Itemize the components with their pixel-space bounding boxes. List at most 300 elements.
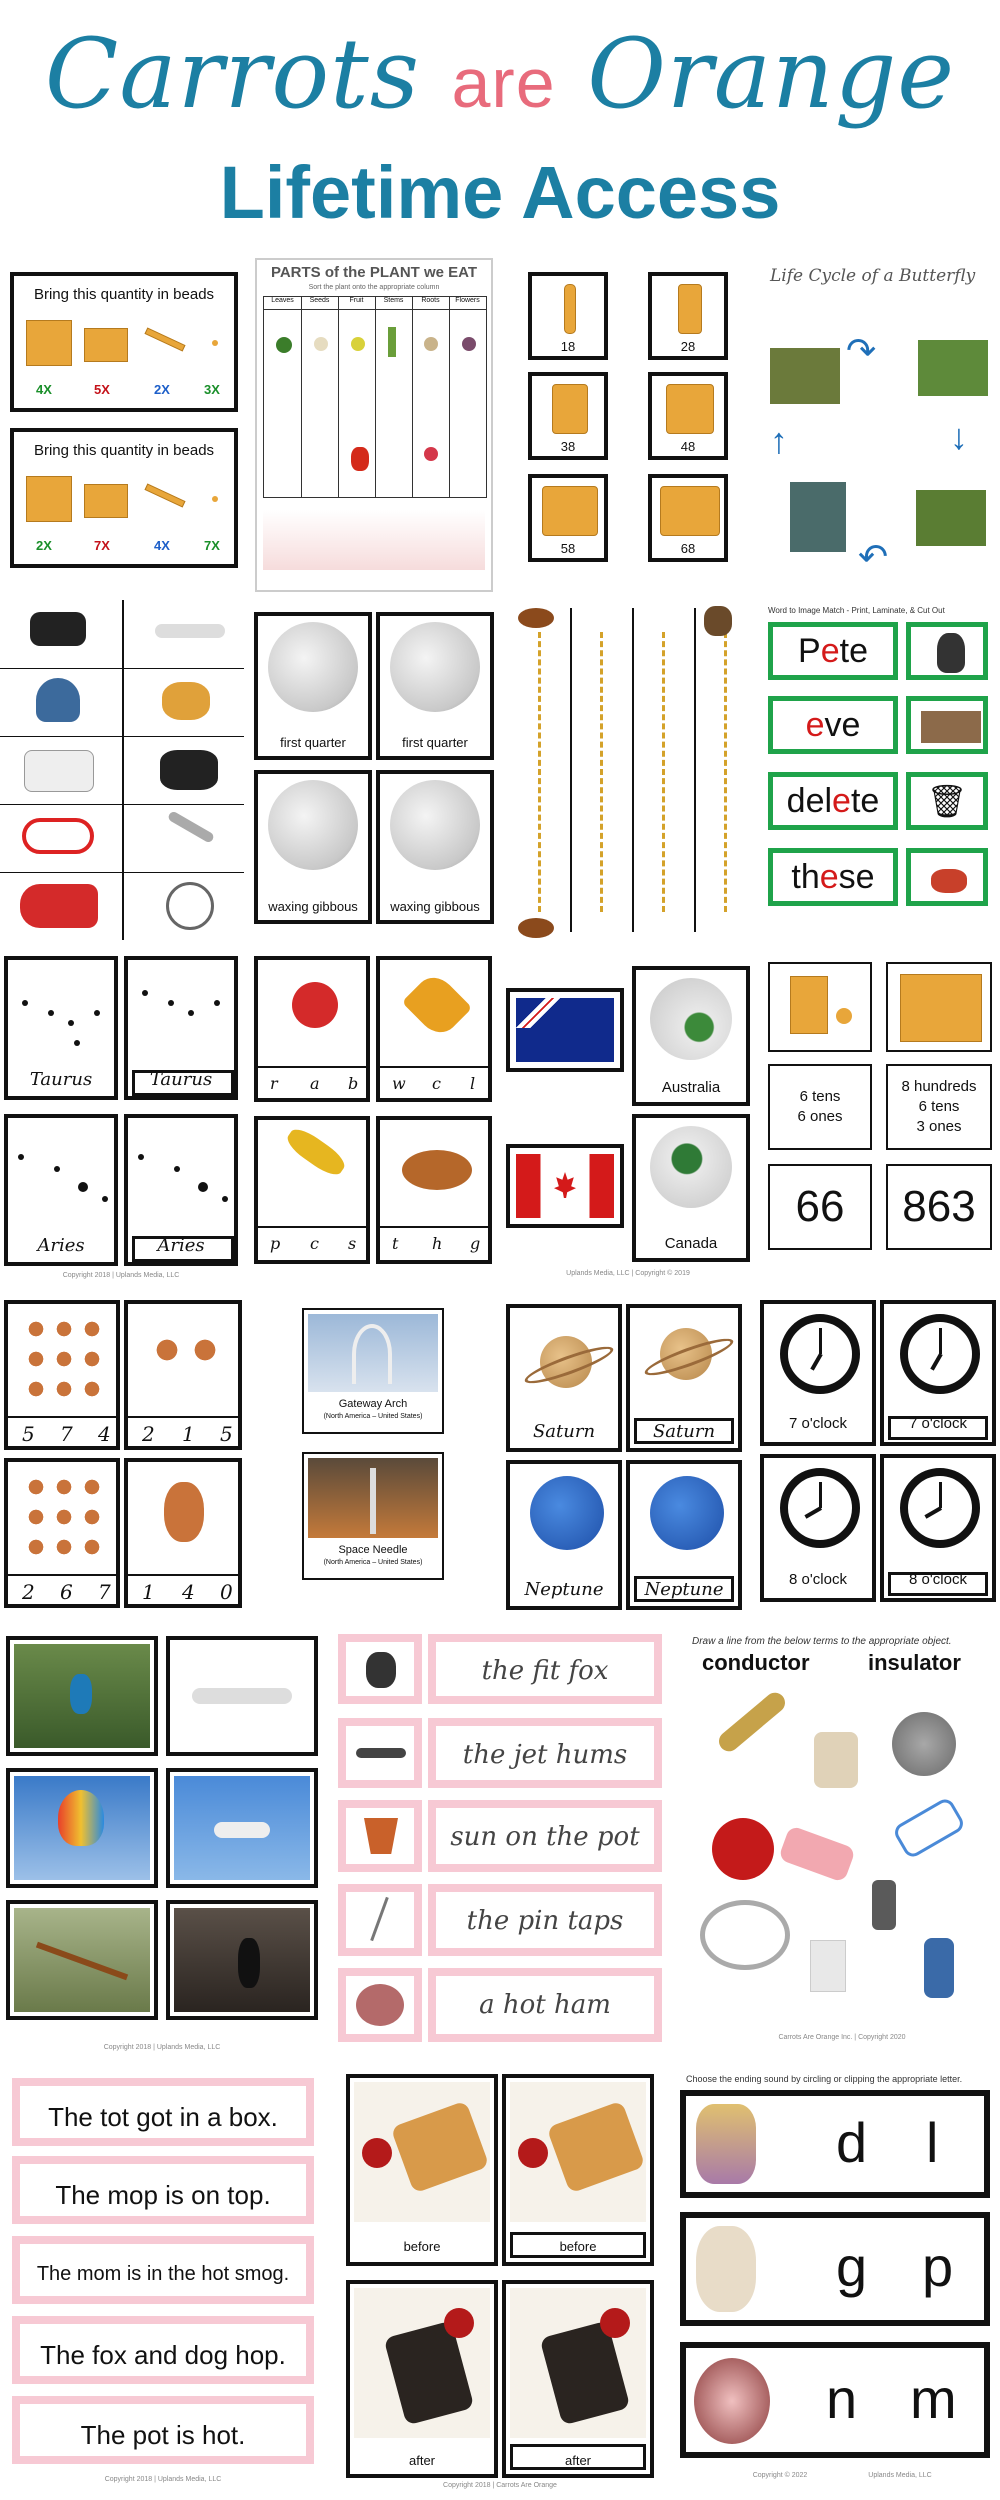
arrow-icon: ↷ xyxy=(846,330,877,371)
star-icon xyxy=(222,1196,228,1202)
moon-card xyxy=(254,612,372,760)
letter-option[interactable]: g xyxy=(836,2235,868,2298)
sentence-text: The fox and dog hop. xyxy=(40,2340,286,2370)
shuttle-icon xyxy=(155,624,225,638)
clock-card xyxy=(880,1454,996,1602)
asparagus-icon xyxy=(388,327,396,357)
root-icon xyxy=(424,337,438,351)
key-icon xyxy=(715,1689,789,1756)
bead-number-card xyxy=(528,372,608,460)
word-part: del xyxy=(786,782,833,820)
sentence-text: The mop is on top. xyxy=(55,2180,271,2210)
gloves-icon xyxy=(160,750,218,790)
bead-number: 48 xyxy=(680,439,696,454)
photo-card xyxy=(166,1636,318,1756)
dragonfly-icon xyxy=(36,1942,128,1980)
constellation-label: Aries xyxy=(157,1235,205,1256)
hour-hand xyxy=(924,1506,942,1518)
col-leaves: Leaves xyxy=(264,297,302,497)
ending-sound-card xyxy=(680,2342,990,2458)
bead-number-card xyxy=(648,372,728,460)
qty-label: 3X xyxy=(204,382,220,397)
digit: 4 xyxy=(98,1422,111,1446)
divider xyxy=(632,608,634,932)
letter: a xyxy=(310,1074,320,1093)
before-label: before xyxy=(559,2239,597,2254)
insulator-heading: insulator xyxy=(868,1650,961,1675)
digit: 1 xyxy=(142,1580,155,1604)
after-label: after xyxy=(564,2453,591,2468)
qty-label: 7X xyxy=(94,538,110,553)
divider xyxy=(258,1066,366,1068)
moon-icon xyxy=(390,780,480,870)
qty-label: 2X xyxy=(154,382,170,397)
star-icon xyxy=(142,990,148,996)
bottle-icon xyxy=(924,1938,954,1998)
sentence-card xyxy=(12,2078,314,2146)
bead-bar xyxy=(666,384,714,434)
qty-label: 4X xyxy=(154,538,170,553)
phrase-card xyxy=(428,1718,662,1788)
phrase-text: a hot ham xyxy=(479,1990,611,2020)
trace-path xyxy=(662,632,665,912)
pot-icon xyxy=(364,1818,398,1854)
needle-icon xyxy=(370,1468,376,1534)
apple-icon xyxy=(600,2308,630,2338)
clock-card xyxy=(760,1454,876,1602)
constellation-card xyxy=(124,956,238,1100)
globe-icon xyxy=(650,1126,732,1208)
landmark-location: (North America – United States) xyxy=(323,1413,423,1420)
kingfisher-photo xyxy=(14,1644,150,1748)
pin-icon xyxy=(370,1897,389,1941)
qty-label: 7X xyxy=(204,538,220,553)
moon-label: waxing gibbous xyxy=(268,899,358,914)
logo-word-carrots: Carrots xyxy=(44,18,420,130)
arch-icon xyxy=(352,1324,392,1384)
phrase-picture-card xyxy=(338,1634,422,1704)
plant-sheet-title: PARTS of the PLANT we EAT xyxy=(270,264,478,281)
divider xyxy=(258,1226,366,1228)
divider xyxy=(694,608,696,932)
hat-icon xyxy=(36,678,80,722)
bird-icon xyxy=(70,1674,92,1714)
ending-sound-card xyxy=(680,2090,990,2198)
chrysalis-photo xyxy=(790,482,846,552)
phrase-text: the jet hums xyxy=(462,1740,628,1770)
clock-label: 7 o'clock xyxy=(909,1415,967,1432)
divider xyxy=(0,736,244,737)
pilgrim-icon xyxy=(704,606,732,636)
place-value-text-card xyxy=(768,1064,872,1150)
bead-card-title: Bring this quantity in beads xyxy=(33,286,215,303)
moon-label: first quarter xyxy=(280,735,346,750)
caterpillar-photo xyxy=(916,490,986,546)
letter: b xyxy=(348,1074,359,1093)
owl-count-card xyxy=(124,1300,242,1450)
col-flowers: Flowers xyxy=(455,297,480,304)
vowel: e xyxy=(820,632,840,670)
letter: c xyxy=(432,1074,441,1093)
wig-photo xyxy=(696,2226,756,2312)
hand-apple-icon xyxy=(931,869,967,893)
sentence-text: The pot is hot. xyxy=(80,2420,246,2450)
planet-card xyxy=(626,1460,742,1610)
after-label: after xyxy=(408,2453,435,2468)
divider xyxy=(8,1574,116,1576)
bead-number: 58 xyxy=(560,541,576,556)
planet-card xyxy=(506,1460,622,1610)
constellation-label: Aries xyxy=(37,1235,85,1256)
planet-label: Neptune xyxy=(644,1579,724,1600)
letter-option[interactable]: m xyxy=(910,2367,957,2430)
thousand-cube xyxy=(26,476,72,522)
col-roots: Roots xyxy=(412,297,450,497)
star-icon xyxy=(188,1010,194,1016)
flower-border xyxy=(263,510,485,570)
spoon-icon xyxy=(167,810,215,844)
country-card xyxy=(632,966,750,1106)
instructions: Draw a line from the below terms to the appropriate object. xyxy=(692,1636,952,1647)
rings-icon xyxy=(700,1900,790,1970)
photo-card xyxy=(166,1900,318,2020)
place-value-card xyxy=(768,962,872,1052)
seed-icon xyxy=(314,337,328,351)
dragonfly-photo xyxy=(14,1908,150,2012)
star-icon xyxy=(138,1154,144,1160)
butterfly-title: Life Cycle of a Butterfly xyxy=(770,266,976,286)
digit: 4 xyxy=(182,1580,195,1604)
digit: 5 xyxy=(22,1422,35,1446)
arrow-icon: ↓ xyxy=(950,416,968,457)
watering-can-icon xyxy=(20,884,98,928)
star-icon xyxy=(22,1000,28,1006)
skate-icon xyxy=(24,750,94,792)
constellation-card xyxy=(4,956,118,1100)
letter-card xyxy=(376,1116,492,1264)
flag-card xyxy=(506,988,624,1072)
word-part: te xyxy=(850,782,880,820)
bead-bar xyxy=(678,284,702,334)
place-text: 3 ones xyxy=(916,1118,962,1135)
basket-photo xyxy=(510,2288,646,2438)
word-part: th xyxy=(791,858,820,896)
minute-hand xyxy=(819,1482,822,1508)
digit: 0 xyxy=(220,1580,233,1604)
minute-hand xyxy=(939,1482,942,1508)
letter: r xyxy=(270,1074,278,1093)
apple-icon xyxy=(518,2138,548,2168)
bead-bar xyxy=(660,486,720,536)
col-fruit: Fruit xyxy=(338,297,376,497)
trace-path xyxy=(600,632,603,912)
jet-icon xyxy=(356,1748,406,1758)
leaf-icon xyxy=(402,970,473,1041)
picture-card xyxy=(906,772,988,830)
goggles-icon xyxy=(22,818,94,854)
divider xyxy=(0,804,244,805)
plant-sheet-subtitle: Sort the plant onto the appropriate column xyxy=(308,284,440,291)
constellation-card xyxy=(124,1114,238,1266)
lettuce-icon xyxy=(276,337,292,353)
star-icon xyxy=(214,1000,220,1006)
before-after-card xyxy=(346,2280,498,2478)
table-header-line xyxy=(264,309,486,310)
place-value-card xyxy=(886,962,992,1052)
bead-number: 18 xyxy=(560,339,576,354)
copyright: Copyright 2018 | Uplands Media, LLC xyxy=(62,1272,180,1279)
star-icon xyxy=(198,1182,208,1192)
col-seeds: Seeds xyxy=(301,297,339,497)
divider xyxy=(128,1416,238,1418)
button-icon xyxy=(712,1818,774,1880)
divider xyxy=(570,608,572,932)
digit: 2 xyxy=(22,1580,35,1604)
moon-icon xyxy=(268,780,358,870)
copyright: Uplands Media, LLC xyxy=(868,2472,932,2479)
radish-icon xyxy=(424,447,438,461)
photo-card xyxy=(6,1768,158,1888)
cork-icon xyxy=(814,1732,858,1788)
word-part: P xyxy=(798,632,821,670)
clock-card xyxy=(760,1300,876,1446)
butterfly-photo xyxy=(770,348,840,404)
photo-card xyxy=(6,1900,158,2020)
letter-option[interactable]: l xyxy=(926,2111,939,2174)
apple-icon xyxy=(292,982,338,1028)
australia-flag-icon xyxy=(516,998,614,1062)
phrase-text: the pin taps xyxy=(466,1906,624,1936)
qty-label: 2X xyxy=(36,538,52,553)
arrow-icon: ↶ xyxy=(858,536,889,577)
constellation-label: Taurus xyxy=(149,1069,213,1090)
hundred-square xyxy=(84,328,128,362)
helicopter-icon xyxy=(214,1822,270,1838)
digit: 7 xyxy=(98,1580,111,1604)
phrase-text: the fit fox xyxy=(481,1656,609,1686)
airplane-photo xyxy=(174,1644,310,1748)
bead-bar xyxy=(564,284,576,334)
object-grid xyxy=(0,600,244,940)
place-text: 6 tens xyxy=(918,1098,960,1115)
copyright: Copyright 2018 | Carrots Are Orange xyxy=(443,2482,557,2489)
picture-card xyxy=(906,622,988,680)
star-icon xyxy=(54,1166,60,1172)
paperclip-icon xyxy=(891,1796,966,1860)
planet-label: Saturn xyxy=(652,1421,716,1442)
letter: g xyxy=(470,1234,481,1253)
constellation-card xyxy=(4,1114,118,1266)
bead-number: 38 xyxy=(560,439,576,454)
ham-photo xyxy=(694,2358,770,2444)
trash-icon: 🗑 xyxy=(926,783,968,819)
phrase-card xyxy=(428,1884,662,1956)
digit: 2 xyxy=(142,1422,155,1446)
page-subtitle: Lifetime Access xyxy=(219,151,781,234)
bread-icon xyxy=(390,2100,489,2193)
phrase-card xyxy=(428,1968,662,2042)
landmark-card xyxy=(302,1452,444,1580)
clock-label: 8 o'clock xyxy=(909,1571,967,1588)
sentence-text: The tot got in a box. xyxy=(48,2102,278,2132)
landmark-name: Space Needle xyxy=(338,1544,408,1556)
letter-card xyxy=(376,956,492,1102)
photo-card xyxy=(6,1636,158,1756)
balloon-icon xyxy=(58,1790,104,1846)
minute-hand xyxy=(819,1328,822,1354)
sentence-card xyxy=(12,2316,314,2384)
unit-bead xyxy=(212,496,218,502)
divider xyxy=(8,1416,116,1418)
star-icon xyxy=(18,1154,24,1160)
pepper-icon xyxy=(351,447,369,471)
eraser-icon xyxy=(778,1825,856,1883)
clock-label: 7 o'clock xyxy=(789,1415,847,1432)
before-after-card xyxy=(502,2074,654,2266)
can-icon xyxy=(872,1880,896,1930)
phrase-card xyxy=(428,1634,662,1704)
unit-beads xyxy=(836,1008,852,1024)
bead-number-card xyxy=(528,474,608,562)
basket-photo xyxy=(354,2288,490,2438)
sentence-card xyxy=(12,2156,314,2224)
hour-hand xyxy=(804,1506,822,1518)
clock-icon xyxy=(900,1468,980,1548)
word-card xyxy=(768,772,898,830)
clock-card xyxy=(880,1300,996,1446)
copyright: Carrots Are Orange Inc. | Copyright 2020 xyxy=(778,2034,906,2041)
hundred-squares xyxy=(900,974,982,1042)
digit: 7 xyxy=(60,1422,73,1446)
moon-icon xyxy=(268,622,358,712)
maple-leaf-icon xyxy=(554,1172,576,1198)
star-icon xyxy=(168,1000,174,1006)
divider xyxy=(0,668,244,669)
letter: h xyxy=(432,1234,443,1253)
word-part: ve xyxy=(824,706,861,744)
owl-count-card xyxy=(124,1458,242,1608)
logo-word-orange: Orange xyxy=(587,18,956,130)
fox-icon xyxy=(366,1652,396,1688)
qty-label: 4X xyxy=(36,382,52,397)
number: 66 xyxy=(795,1182,845,1231)
canada-flag-icon xyxy=(516,1154,614,1218)
turkey-icon xyxy=(402,1150,472,1190)
picture-card xyxy=(906,696,988,754)
bread-photo xyxy=(510,2082,646,2222)
letter: l xyxy=(470,1074,476,1093)
before-label: before xyxy=(403,2239,441,2254)
moon-card xyxy=(254,770,372,924)
copyright: Copyright 2018 | Uplands Media, LLC xyxy=(103,2044,221,2051)
letter-option[interactable]: n xyxy=(826,2367,858,2430)
picture-card xyxy=(906,848,988,906)
conductor-heading: conductor xyxy=(702,1650,810,1675)
letter-option[interactable]: p xyxy=(922,2235,954,2298)
digit: 1 xyxy=(182,1422,195,1446)
bead-card-1 xyxy=(10,272,238,412)
digit: 5 xyxy=(220,1422,233,1446)
letter: c xyxy=(310,1234,319,1253)
unit-bead xyxy=(212,340,218,346)
star-icon xyxy=(94,1010,100,1016)
apple-icon xyxy=(444,2308,474,2338)
ending-sound-card xyxy=(680,2212,990,2326)
moon-label: waxing gibbous xyxy=(390,899,480,914)
vowel: e xyxy=(819,858,839,896)
fan-icon xyxy=(166,882,214,930)
bat-photo xyxy=(174,1908,310,2012)
word-card xyxy=(768,848,898,906)
bead-card-title: Bring this quantity in beads xyxy=(33,442,215,459)
clock-label: 8 o'clock xyxy=(789,1571,847,1588)
ten-bars xyxy=(790,976,828,1034)
vowel: e xyxy=(832,782,851,820)
number: 863 xyxy=(902,1182,976,1231)
hour-hand xyxy=(930,1353,942,1371)
tracing-sheet xyxy=(508,600,756,940)
landmark-name: Gateway Arch xyxy=(338,1398,408,1410)
letter-option[interactable]: d xyxy=(836,2111,868,2174)
place-text: 6 tens xyxy=(799,1088,841,1105)
trace-path xyxy=(538,632,541,912)
clock-icon xyxy=(900,1314,980,1394)
flag-card xyxy=(506,1144,624,1228)
qty-label: 5X xyxy=(94,382,110,397)
plant-sort-sheet xyxy=(255,258,493,592)
divider xyxy=(122,600,124,940)
thousand-cube xyxy=(26,320,72,366)
sentence-text: The mom is in the hot smog. xyxy=(36,2263,290,2285)
globe-icon xyxy=(650,978,732,1060)
planet-card xyxy=(626,1304,742,1452)
corn-icon xyxy=(283,1124,349,1180)
word-card xyxy=(768,696,898,754)
divider xyxy=(0,872,244,873)
bead-card-2 xyxy=(10,428,238,568)
col-stems: Stems xyxy=(375,297,413,497)
phrase-picture-card xyxy=(338,1884,422,1956)
airplane-icon xyxy=(192,1688,292,1704)
brand-logo xyxy=(0,18,1000,130)
flower-icon xyxy=(462,337,476,351)
letter: p xyxy=(270,1234,281,1253)
clock-icon xyxy=(780,1314,860,1394)
glass-icon xyxy=(810,1940,846,1992)
owl-count-card xyxy=(4,1300,120,1450)
place-text: 8 hundreds xyxy=(901,1078,977,1095)
owl-icons xyxy=(22,1314,106,1404)
place-text: 6 ones xyxy=(797,1108,843,1125)
neptune-icon xyxy=(530,1476,604,1550)
coin-icon xyxy=(892,1712,956,1776)
balloon-photo xyxy=(14,1776,150,1880)
hundred-square xyxy=(84,484,128,518)
plant-table xyxy=(263,296,487,498)
planet-label: Saturn xyxy=(532,1421,596,1442)
bead-number: 68 xyxy=(680,541,696,556)
bead-bar xyxy=(552,384,588,434)
owl-icon xyxy=(164,1482,204,1542)
house-icon xyxy=(921,711,981,743)
star-icon xyxy=(48,1010,54,1016)
phrase-picture-card xyxy=(338,1718,422,1788)
arrow-icon: ↑ xyxy=(770,420,788,461)
sentence-card xyxy=(12,2396,314,2464)
ten-bar xyxy=(144,327,185,351)
copyright: Copyright 2018 | Uplands Media, LLC xyxy=(104,2476,222,2483)
letter: t xyxy=(392,1234,399,1253)
